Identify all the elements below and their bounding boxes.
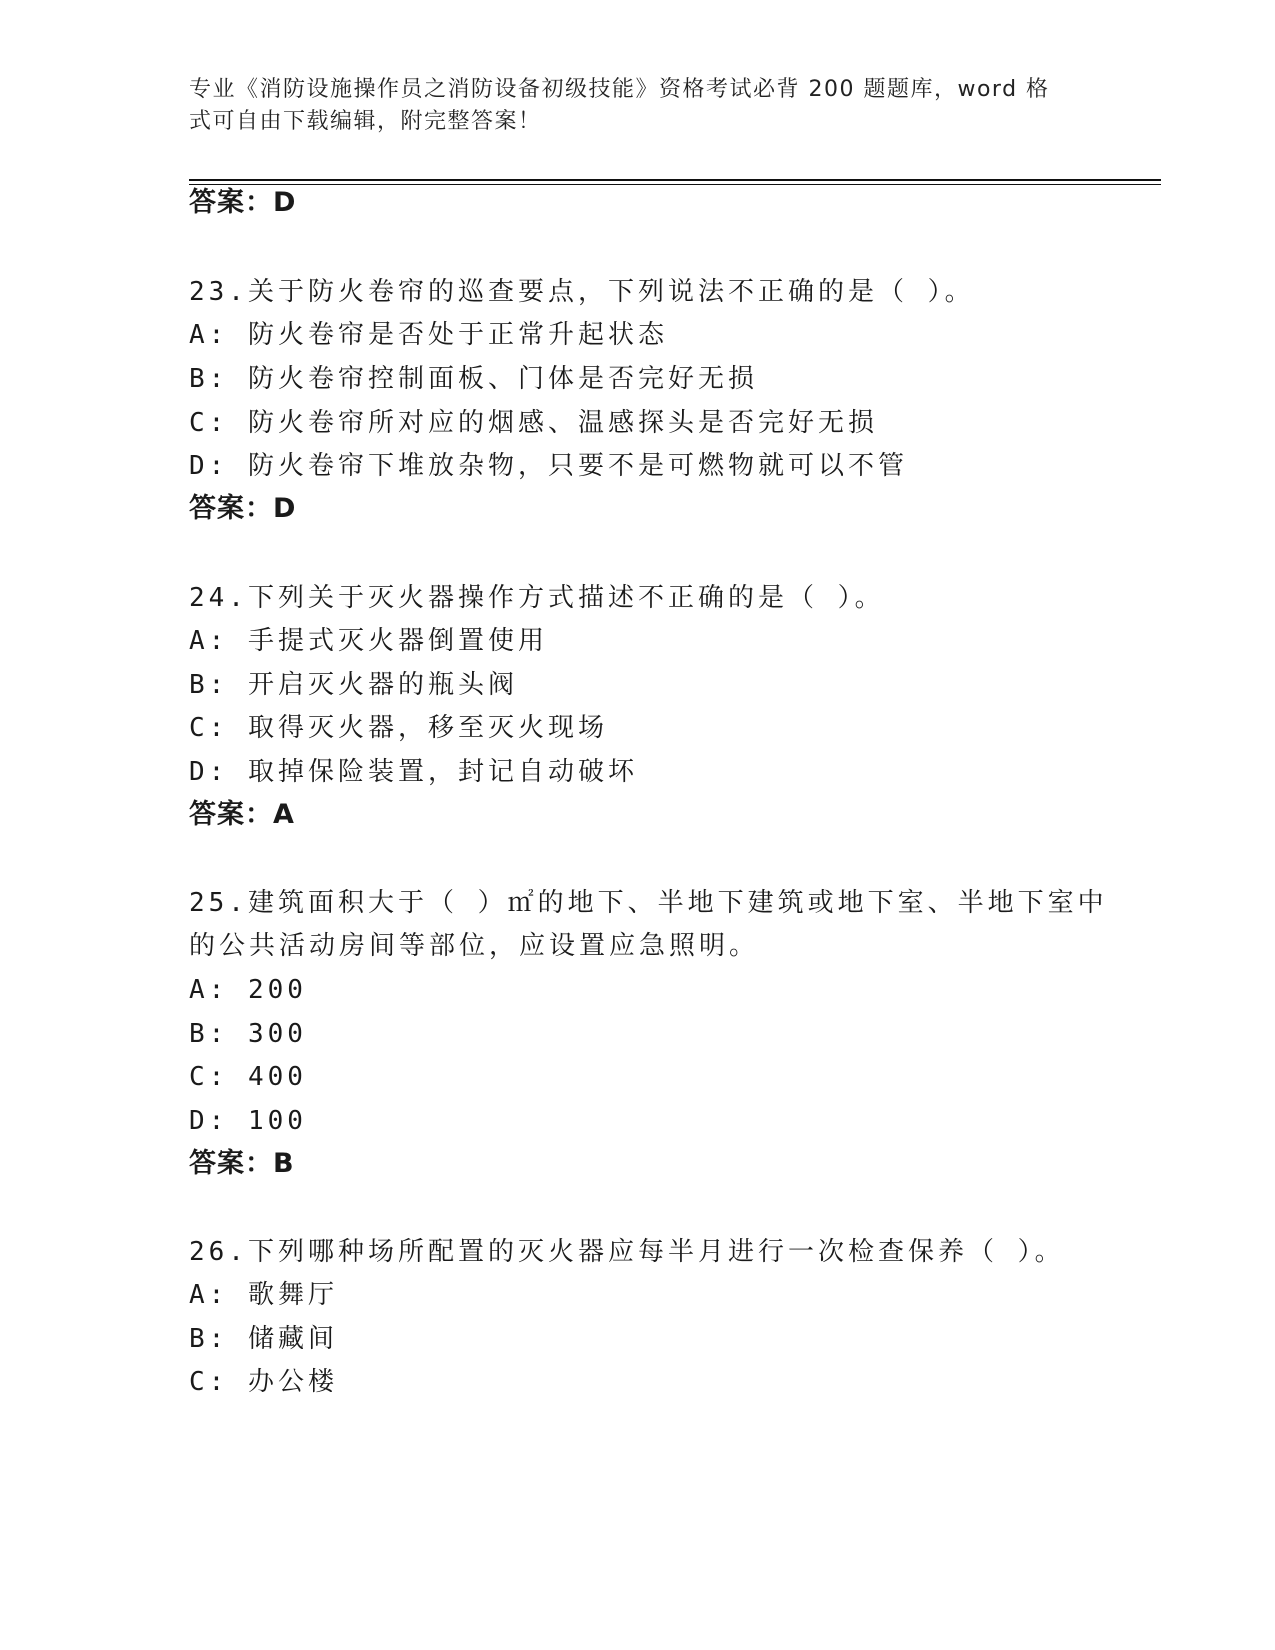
question-25-option-d: D: 100 bbox=[189, 1106, 307, 1136]
question-23-stem: 23.关于防火卷帘的巡查要点，下列说法不正确的是（ ）。 bbox=[189, 277, 975, 307]
question-25-stem-line-1: 25.建筑面积大于（ ）㎡的地下、半地下建筑或地下室、半地下室中 bbox=[189, 888, 1108, 918]
header-line-1: 专业《消防设施操作员之消防设备初级技能》资格考试必背 200 题题库，word 格 bbox=[189, 77, 1050, 102]
question-25-answer: 答案：B bbox=[189, 1148, 295, 1179]
question-26-option-a: A: 歌舞厅 bbox=[189, 1280, 338, 1310]
question-24-option-d: D: 取掉保险装置，封记自动破坏 bbox=[189, 757, 638, 787]
header-divider-thick bbox=[189, 179, 1161, 181]
question-23-option-b: B: 防火卷帘控制面板、门体是否完好无损 bbox=[189, 364, 758, 394]
question-26-stem: 26.下列哪种场所配置的灭火器应每半月进行一次检查保养（ ）。 bbox=[189, 1237, 1065, 1267]
question-24-option-c: C: 取得灭火器，移至灭火现场 bbox=[189, 713, 608, 743]
question-23-option-d: D: 防火卷帘下堆放杂物，只要不是可燃物就可以不管 bbox=[189, 451, 908, 481]
question-25-option-b: B: 300 bbox=[189, 1019, 307, 1049]
answer-prev: 答案：D bbox=[189, 187, 297, 218]
question-26-option-b: B: 储藏间 bbox=[189, 1324, 338, 1354]
question-25-stem-line-2: 的公共活动房间等部位，应设置应急照明。 bbox=[189, 931, 760, 961]
header-divider-thin bbox=[189, 184, 1161, 185]
question-24-answer: 答案：A bbox=[189, 799, 295, 830]
question-23-answer: 答案：D bbox=[189, 493, 297, 524]
question-25-option-c: C: 400 bbox=[189, 1062, 307, 1092]
question-24-stem: 24.下列关于灭火器操作方式描述不正确的是（ ）。 bbox=[189, 583, 885, 613]
document-header bbox=[189, 74, 1089, 138]
question-23-option-a: A: 防火卷帘是否处于正常升起状态 bbox=[189, 320, 668, 350]
question-26-option-c: C: 办公楼 bbox=[189, 1367, 338, 1397]
question-23-option-c: C: 防火卷帘所对应的烟感、温感探头是否完好无损 bbox=[189, 408, 878, 438]
question-24-option-a: A: 手提式灭火器倒置使用 bbox=[189, 626, 548, 656]
header-line-2: 式可自由下载编辑，附完整答案！ bbox=[189, 109, 542, 134]
question-25-option-a: A: 200 bbox=[189, 975, 307, 1005]
question-24-option-b: B: 开启灭火器的瓶头阀 bbox=[189, 670, 518, 700]
